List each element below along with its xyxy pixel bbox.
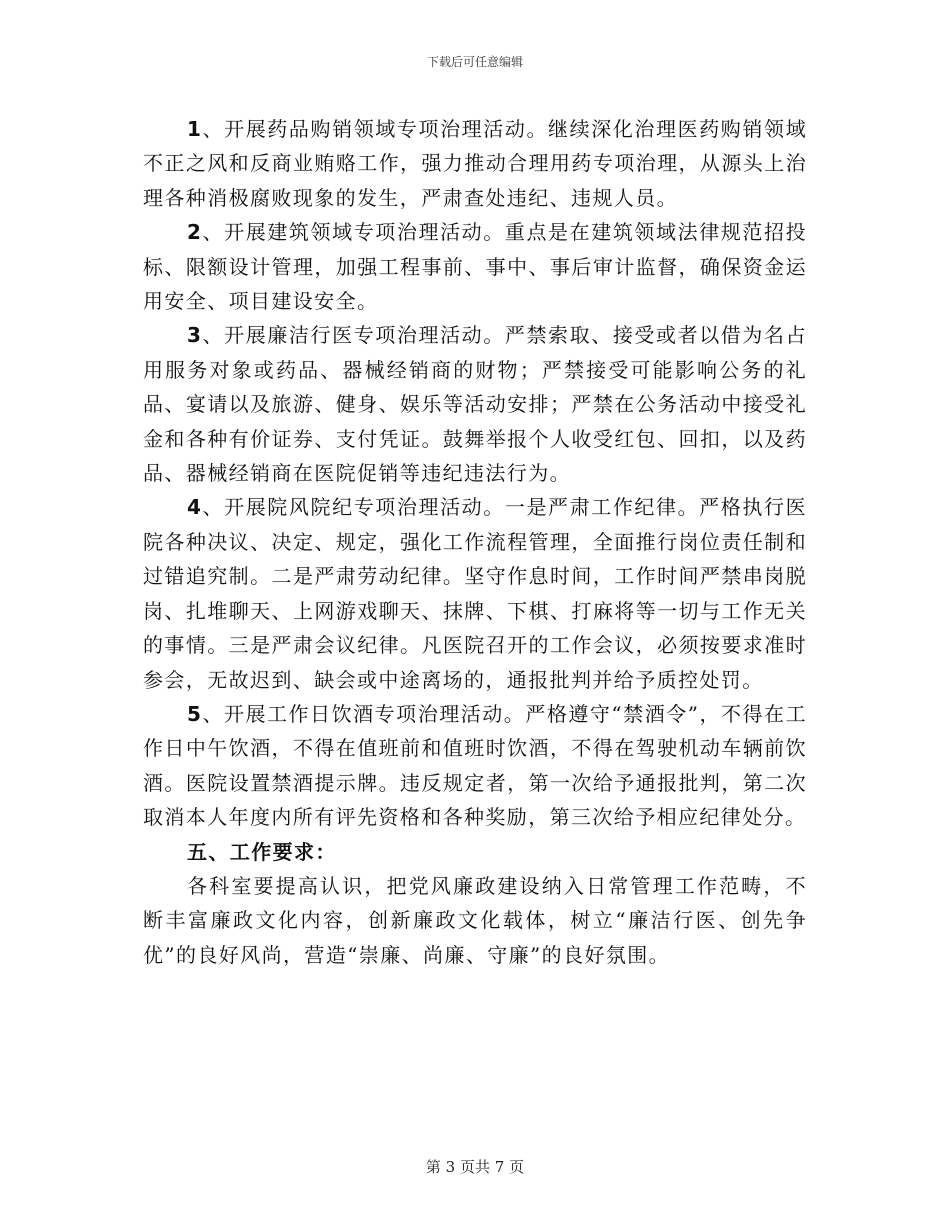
item-4-number: 4 [187,495,203,520]
page-footer: 第 3 页共 7 页 [425,1158,525,1176]
item-4-paragraph [143,490,807,696]
item-3-paragraph [143,318,807,490]
item-2-number: 2 [187,220,203,245]
item-3-text: 、开展廉洁行医专项治理活动。严禁索取、接受或者以借为名占用服务对象或药品、器械经销商的财物；严禁接受可能影响公务的礼品、宴请以及旅游、健身、娱乐等活动安排；严禁在公务活动中接受礼金和各种有价证券、支付凭证。鼓舞举报个人收受红包、回扣，以及药品、器械经销商在医院促销等违纪违法行为。 [143,323,807,486]
item-3-number: 3 [187,323,203,348]
item-2-text: 、开展建筑领域专项治理活动。重点是在建筑领域法律规范招投标、限额设计管理，加强工程事前、事中、事后审计监督，确保资金运用安全、项目建设安全。 [143,220,807,314]
item-5-number: 5 [187,701,203,726]
item-4-text: 、开展院风院纪专项治理活动。一是严肃工作纪律。严格执行医院各种决议、决定、规定，强化工作流程管理，全面推行岗位责任制和过错追究制。二是严肃劳动纪律。坚守作息时间，工作时间严禁串岗脱岗、扎堆聊天、上网游戏聊天、抹牌、下棋、打麻将等一切与工作无关的事情。三是严肃会议纪律。凡医院召开的工作会议，必须按要求准时参会，无故迟到、缺会或中途离场的，通报批判并给予质控处罚。 [143,495,807,692]
item-2-paragraph [143,215,807,318]
document-body [143,112,807,972]
section-body-paragraph: 各科室要提高认识，把党风廉政建设纳入日常管理工作范畴，不断丰富廉政文化内容，创新廉政文化载体，树立“廉洁行医、创先争优”的良好风尚，营造“崇廉、尚廉、守廉”的良好氛围。 [143,873,807,967]
section-heading: 五、工作要求： [187,839,337,864]
page-header: 下载后可任意编辑 [426,55,523,69]
item-1-number: 1 [187,117,203,141]
item-1-text: 、开展药品购销领域专项治理活动。继续深化治理医药购销领域不正之风和反商业贿赂工作，强力推动合理用药专项治理，从源头上治理各种消极腐败现象的发生，严肃查处违纪、违规人员。 [143,117,807,210]
item-5-text: 、开展工作日饮酒专项治理活动。严格遵守“禁酒令”，不得在工作日中午饮酒，不得在值班前和值班时饮酒，不得在驾驶机动车辆前饮酒。医院设置禁酒提示牌。违反规定者，第一次给予通报批判，第二次取消本人年度内所有评先资格和各种奖励，第三次给予相应纪律处分。 [143,701,807,830]
item-5-paragraph [143,697,807,835]
item-1-paragraph [143,112,807,215]
